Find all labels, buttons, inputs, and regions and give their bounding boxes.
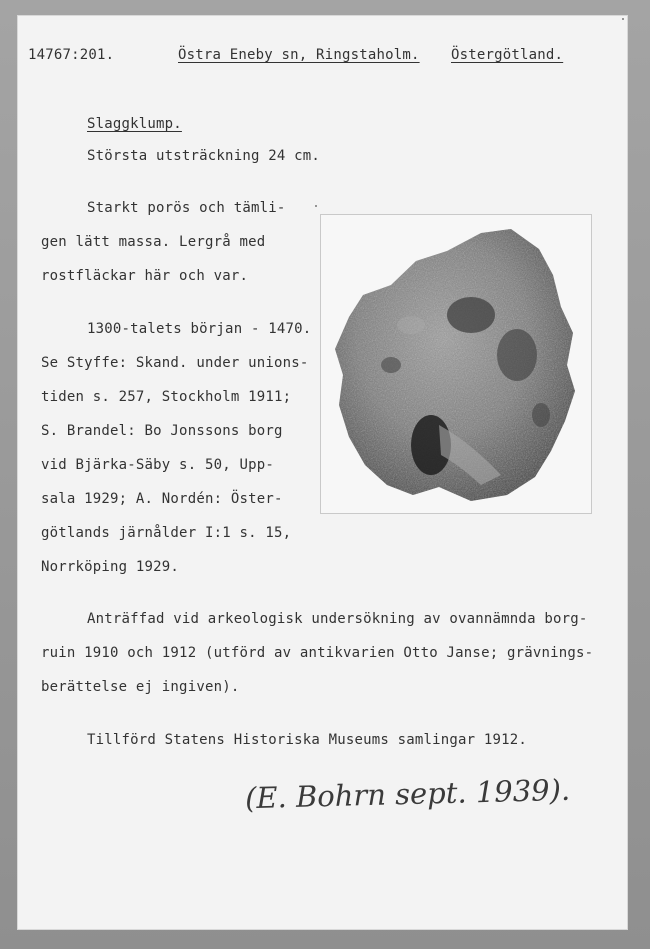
dating-line-7: götlands järnålder I:1 s. 15,: [41, 525, 292, 541]
description-line-3: rostfläckar här och var.: [41, 268, 249, 284]
object-photo: [320, 214, 592, 514]
dating-line-2: Se Styffe: Skand. under unions-: [41, 355, 309, 371]
description-line-2: gen lätt massa. Lergrå med: [41, 234, 266, 250]
dating-line-6: sala 1929; A. Nordén: Öster-: [41, 491, 283, 507]
dating-line-3: tiden s. 257, Stockholm 1911;: [41, 389, 292, 405]
object-title: Slaggklump.: [87, 116, 182, 132]
paper-speck: [622, 18, 624, 20]
catalog-card: [17, 15, 628, 930]
description-line-1: Starkt porös och tämli-: [87, 200, 286, 216]
paper-speck: [315, 205, 317, 207]
dating-line-8: Norrköping 1929.: [41, 559, 180, 575]
site-location: Östra Eneby sn, Ringstaholm.: [178, 47, 420, 63]
find-line-1: Anträffad vid arkeologisk undersökning av ovannämnda borg-: [87, 611, 588, 627]
province: Östergötland.: [451, 47, 564, 63]
slag-lump-image: [321, 215, 591, 513]
dating-line-5: vid Bjärka-Säby s. 50, Upp-: [41, 457, 274, 473]
dating-line-4: S. Brandel: Bo Jonssons borg: [41, 423, 283, 439]
object-size: Största utsträckning 24 cm.: [87, 148, 320, 164]
dating-line-1: 1300-talets början - 1470.: [87, 321, 312, 337]
find-line-3: berättelse ej ingiven).: [41, 679, 240, 695]
catalog-number: 14767:201.: [28, 47, 115, 63]
acquisition-note: Tillförd Statens Historiska Museums samlingar 1912.: [87, 732, 528, 748]
find-line-2: ruin 1910 och 1912 (utförd av antikvarien Otto Janse; grävnings-: [41, 645, 594, 661]
handwritten-signature: (E. Bohrn sept. 1939).: [244, 772, 571, 816]
